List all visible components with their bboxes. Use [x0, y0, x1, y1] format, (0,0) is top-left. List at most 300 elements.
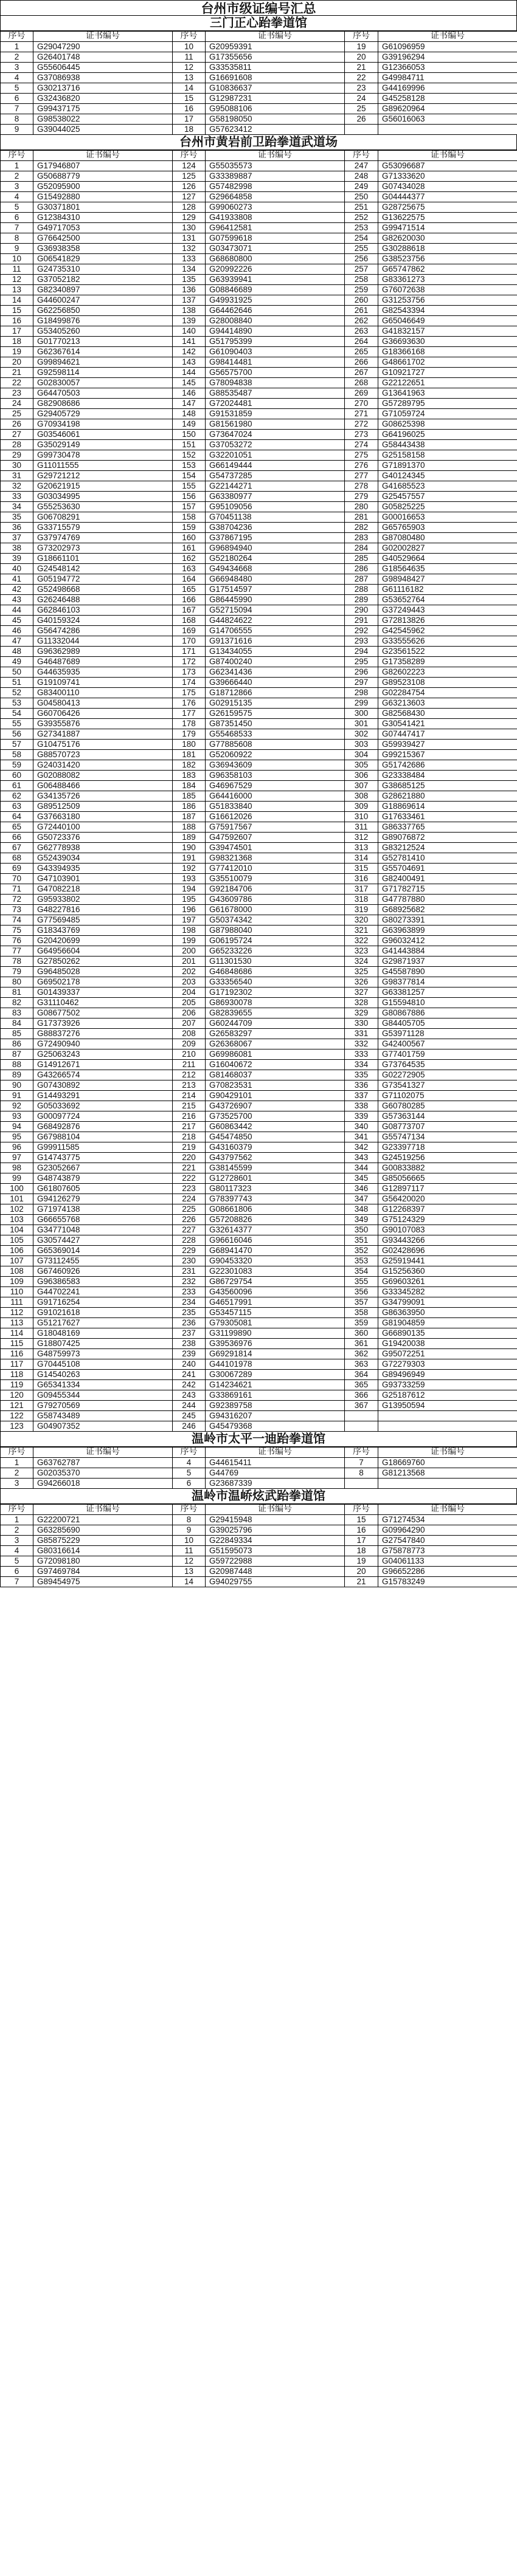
certificate-number: G37053272 — [206, 440, 345, 450]
row-number: 249 — [345, 182, 378, 192]
row-number: 152 — [173, 450, 206, 461]
certificate-number: G93443266 — [378, 1235, 517, 1246]
row-number: 132 — [173, 244, 206, 254]
row-number: 260 — [345, 295, 378, 306]
row-number: 251 — [345, 202, 378, 213]
certificate-number: G52781410 — [378, 853, 517, 864]
row-number: 12 — [1, 275, 33, 285]
row-number: 301 — [345, 719, 378, 729]
row-number: 146 — [173, 388, 206, 399]
certificate-number: G16612026 — [206, 812, 345, 822]
table-row — [1, 368, 517, 378]
row-number: 5 — [173, 1468, 206, 1479]
row-number: 76 — [1, 936, 33, 946]
row-number: 12 — [173, 1556, 206, 1567]
row-number: 237 — [173, 1328, 206, 1339]
row-number: 202 — [173, 967, 206, 977]
certificate-number: G95109056 — [206, 502, 345, 512]
certificate-number: G70823531 — [206, 1080, 345, 1091]
certificate-number: G62846103 — [33, 605, 173, 616]
row-number: 2 — [1, 1525, 33, 1536]
table-row — [1, 1204, 517, 1215]
certificate-number: G15492880 — [33, 192, 173, 202]
table-row — [1, 73, 517, 83]
row-number: 234 — [173, 1297, 206, 1308]
row-number: 147 — [173, 399, 206, 409]
certificate-number: G71102075 — [378, 1091, 517, 1101]
row-number: 101 — [1, 1194, 33, 1204]
row-number: 222 — [173, 1173, 206, 1184]
row-number: 151 — [173, 440, 206, 450]
certificate-number: G14743775 — [33, 1153, 173, 1163]
certificate-number: G12366053 — [378, 63, 517, 73]
certificate-number: G26159575 — [206, 709, 345, 719]
table-row — [1, 1370, 517, 1380]
certificate-number: G71974138 — [33, 1204, 173, 1215]
certificate-number: G50374342 — [206, 915, 345, 926]
row-number: 223 — [173, 1184, 206, 1194]
certificate-number: G55606445 — [33, 63, 173, 73]
certificate-number: G99894621 — [33, 357, 173, 368]
row-number: 331 — [345, 1029, 378, 1039]
table-row — [1, 543, 517, 554]
row-number: 93 — [1, 1111, 33, 1122]
row-number: 150 — [173, 430, 206, 440]
row-number: 310 — [345, 812, 378, 822]
certificate-number: G34135726 — [33, 791, 173, 802]
table-row — [1, 285, 517, 295]
table-row — [1, 264, 517, 275]
row-number: 109 — [1, 1277, 33, 1287]
table-row — [1, 502, 517, 512]
row-number: 60 — [1, 771, 33, 781]
row-number: 78 — [1, 957, 33, 967]
row-number: 295 — [345, 657, 378, 667]
header-cert: 证书编号 — [33, 32, 173, 42]
row-number: 21 — [345, 63, 378, 73]
row-number: 119 — [1, 1380, 33, 1390]
table-row — [1, 1266, 517, 1277]
certificate-number: G89454975 — [33, 1577, 173, 1587]
certificate-number: G60863442 — [206, 1122, 345, 1132]
table-row — [1, 1111, 517, 1122]
certificate-number: G85875229 — [33, 1536, 173, 1546]
certificate-number: G01439337 — [33, 987, 173, 998]
table-row — [1, 1235, 517, 1246]
certificate-number: G58198050 — [206, 114, 345, 125]
certificate-number: G37974769 — [33, 533, 173, 543]
certificate-number: G39196294 — [378, 52, 517, 63]
certificate-number: G69603261 — [378, 1277, 517, 1287]
table-row — [1, 719, 517, 729]
certificate-number: G61096959 — [378, 42, 517, 52]
row-number: 88 — [1, 1060, 33, 1070]
row-number: 3 — [1, 182, 33, 192]
certificate-number: G66655768 — [33, 1215, 173, 1225]
certificate-number: G37086938 — [33, 73, 173, 83]
row-number: 8 — [1, 114, 33, 125]
certificate-number: G82620030 — [378, 233, 517, 244]
certificate-number: G23052667 — [33, 1163, 173, 1173]
certificate-number: G08677502 — [33, 1008, 173, 1018]
certificate-number: G05194772 — [33, 574, 173, 585]
table-row — [1, 936, 517, 946]
header-no: 序号 — [1, 151, 33, 161]
certificate-number: G32201051 — [206, 450, 345, 461]
row-number: 247 — [345, 161, 378, 171]
row-number: 77 — [1, 946, 33, 957]
row-number: 2 — [1, 1468, 33, 1479]
row-number: 44 — [1, 605, 33, 616]
certificate-number: G94029755 — [206, 1577, 345, 1587]
row-number: 110 — [1, 1287, 33, 1297]
certificate-number: G82340897 — [33, 285, 173, 295]
table-row — [1, 574, 517, 585]
certificate-number: G87400240 — [206, 657, 345, 667]
row-number: 51 — [1, 678, 33, 688]
certificate-number: G18499876 — [33, 316, 173, 326]
certificate-number: G20959391 — [206, 42, 345, 52]
certificate-number: G56474286 — [33, 626, 173, 636]
certificate-number: G30574427 — [33, 1235, 173, 1246]
certificate-number: G84405705 — [378, 1018, 517, 1029]
certificate-number: G96386583 — [33, 1277, 173, 1287]
row-number: 165 — [173, 585, 206, 595]
header-cert: 证书编号 — [206, 32, 345, 42]
certificate-number: G70445108 — [33, 1359, 173, 1370]
certificate-number: G14234621 — [206, 1380, 345, 1390]
row-number: 289 — [345, 595, 378, 605]
row-number: 355 — [345, 1277, 378, 1287]
row-number: 185 — [173, 791, 206, 802]
certificate-number: G33389887 — [206, 171, 345, 182]
row-number: 236 — [173, 1318, 206, 1328]
certificate-number: G91531859 — [206, 409, 345, 419]
row-number: 305 — [345, 760, 378, 771]
row-number: 278 — [345, 481, 378, 492]
certificate-number: G19109741 — [33, 678, 173, 688]
certificate-number: G72440100 — [33, 822, 173, 833]
row-number: 120 — [1, 1390, 33, 1401]
row-number: 231 — [173, 1266, 206, 1277]
row-number: 45 — [1, 616, 33, 626]
table-row — [1, 678, 517, 688]
row-number: 145 — [173, 378, 206, 388]
table-row — [1, 244, 517, 254]
certificate-number: G82543394 — [378, 306, 517, 316]
certificate-number: G27547840 — [378, 1536, 517, 1546]
row-number: 221 — [173, 1163, 206, 1173]
certificate-number: G73764535 — [378, 1060, 517, 1070]
table-row — [1, 295, 517, 306]
table-row — [1, 1029, 517, 1039]
row-number: 8 — [345, 1468, 378, 1479]
certificate-number: G82568430 — [378, 709, 517, 719]
certificate-number: G89512509 — [33, 802, 173, 812]
row-number: 342 — [345, 1142, 378, 1153]
certificate-number: G73647024 — [206, 430, 345, 440]
certificate-number: G55704691 — [378, 864, 517, 874]
table-row — [1, 512, 517, 523]
table-row — [1, 357, 517, 368]
row-number: 350 — [345, 1225, 378, 1235]
row-number: 58 — [1, 750, 33, 760]
certificate-number: G95088106 — [206, 104, 345, 114]
certificate-number: G73541327 — [378, 1080, 517, 1091]
certificate-number: G56016063 — [378, 114, 517, 125]
row-number: 121 — [1, 1401, 33, 1411]
certificate-number: G96412581 — [206, 223, 345, 233]
row-number: 62 — [1, 791, 33, 802]
certificate-number: G92184706 — [206, 884, 345, 895]
certificate-number: G47103901 — [33, 874, 173, 884]
row-number: 142 — [173, 347, 206, 357]
certificate-number: G42400567 — [378, 1039, 517, 1049]
certificate-number: G49434668 — [206, 564, 345, 574]
certificate-number: G96485028 — [33, 967, 173, 977]
table-row — [1, 595, 517, 605]
row-number: 35 — [1, 512, 33, 523]
certificate-number: G17355656 — [206, 52, 345, 63]
row-number: 180 — [173, 740, 206, 750]
row-number: 197 — [173, 915, 206, 926]
row-number: 57 — [1, 740, 33, 750]
certificate-number: G81561980 — [206, 419, 345, 430]
row-number: 105 — [1, 1235, 33, 1246]
table-row — [1, 440, 517, 450]
certificate-number: G47787880 — [378, 895, 517, 905]
row-number — [345, 1421, 378, 1432]
row-number: 29 — [1, 450, 33, 461]
row-number: 174 — [173, 678, 206, 688]
certificate-number: G83212524 — [378, 843, 517, 853]
certificate-number: G72098180 — [33, 1556, 173, 1567]
certificate-number: G53405260 — [33, 326, 173, 337]
table-row — [1, 202, 517, 213]
table-row — [1, 822, 517, 833]
certificate-number: G48759973 — [33, 1349, 173, 1359]
row-number: 19 — [1, 347, 33, 357]
row-number: 11 — [173, 52, 206, 63]
certificate-number: G44702241 — [33, 1287, 173, 1297]
certificate-number: G62778938 — [33, 843, 173, 853]
certificate-number: G13434055 — [206, 647, 345, 657]
table-row — [1, 605, 517, 616]
row-number: 262 — [345, 316, 378, 326]
row-number — [345, 125, 378, 135]
certificate-number: G80316614 — [33, 1546, 173, 1556]
certificate-number: G23687339 — [206, 1479, 345, 1489]
table-row — [1, 337, 517, 347]
certificate-number: G31253756 — [378, 295, 517, 306]
row-number: 17 — [173, 114, 206, 125]
certificate-number: G78397743 — [206, 1194, 345, 1204]
table-row — [1, 1018, 517, 1029]
header-cert: 证书编号 — [206, 1448, 345, 1458]
row-number: 52 — [1, 688, 33, 698]
certificate-number: G08773707 — [378, 1122, 517, 1132]
certificate-number: G98321368 — [206, 853, 345, 864]
row-number: 130 — [173, 223, 206, 233]
table-row — [1, 1184, 517, 1194]
certificate-number: G77401759 — [378, 1049, 517, 1060]
row-number: 325 — [345, 967, 378, 977]
row-number: 177 — [173, 709, 206, 719]
certificate-number: G41685523 — [378, 481, 517, 492]
certificate-number: G46967529 — [206, 781, 345, 791]
row-number: 68 — [1, 853, 33, 864]
certificate-number: G89076872 — [378, 833, 517, 843]
certificate-number: G60780285 — [378, 1101, 517, 1111]
table-row — [1, 564, 517, 574]
table-row — [1, 104, 517, 114]
certificate-number: G98948427 — [378, 574, 517, 585]
certificate-number: G78094838 — [206, 378, 345, 388]
row-number: 144 — [173, 368, 206, 378]
certificate-number: G30541421 — [378, 719, 517, 729]
certificate-number: G38685125 — [378, 781, 517, 791]
row-number: 106 — [1, 1246, 33, 1256]
row-number: 49 — [1, 657, 33, 667]
table-row — [1, 926, 517, 936]
row-number: 14 — [173, 83, 206, 94]
table-row — [1, 114, 517, 125]
certificate-number: G12268397 — [378, 1204, 517, 1215]
table-row — [1, 254, 517, 264]
row-number: 38 — [1, 543, 33, 554]
row-number: 271 — [345, 409, 378, 419]
certificate-number: G91716254 — [33, 1297, 173, 1308]
certificate-number: G59939427 — [378, 740, 517, 750]
row-number: 1 — [1, 1458, 33, 1468]
row-number: 3 — [1, 63, 33, 73]
row-number: 23 — [345, 83, 378, 94]
row-number: 187 — [173, 812, 206, 822]
table-row — [1, 461, 517, 471]
table-row — [1, 481, 517, 492]
table-row — [1, 471, 517, 481]
certificate-number: G96894940 — [206, 543, 345, 554]
certificate-number: G96358103 — [206, 771, 345, 781]
row-number: 9 — [1, 125, 33, 135]
certificate-number: G53457115 — [206, 1308, 345, 1318]
table-row — [1, 1567, 517, 1577]
certificate-number: G01770213 — [33, 337, 173, 347]
row-number: 195 — [173, 895, 206, 905]
row-number: 17 — [1, 326, 33, 337]
row-number: 168 — [173, 616, 206, 626]
certificate-number: G71333620 — [378, 171, 517, 182]
table-row — [1, 895, 517, 905]
certificate-number: G37052182 — [33, 275, 173, 285]
certificate-number: G75878773 — [378, 1546, 517, 1556]
header-no: 序号 — [345, 1448, 378, 1458]
table-row — [1, 1163, 517, 1173]
certificate-number: G66890135 — [378, 1328, 517, 1339]
row-number: 19 — [345, 1556, 378, 1567]
header-no: 序号 — [1, 1448, 33, 1458]
row-number: 335 — [345, 1070, 378, 1080]
row-number: 172 — [173, 657, 206, 667]
certificate-number: G54737285 — [206, 471, 345, 481]
certificate-number: G87080480 — [378, 533, 517, 543]
header-no: 序号 — [345, 1505, 378, 1515]
certificate-number: G96652286 — [378, 1567, 517, 1577]
certificate-number: G02002827 — [378, 543, 517, 554]
certificate-number: G90107083 — [378, 1225, 517, 1235]
row-number: 22 — [1, 378, 33, 388]
certificate-number: G69986081 — [206, 1049, 345, 1060]
table-row — [1, 125, 517, 135]
row-number: 167 — [173, 605, 206, 616]
certificate-number: G26246488 — [33, 595, 173, 605]
certificate-number: G44635935 — [33, 667, 173, 678]
certificate-number: G90453320 — [206, 1256, 345, 1266]
row-number: 293 — [345, 636, 378, 647]
certificate-number: G38704236 — [206, 523, 345, 533]
row-number: 159 — [173, 523, 206, 533]
row-number: 274 — [345, 440, 378, 450]
table-row — [1, 791, 517, 802]
row-number: 139 — [173, 316, 206, 326]
certificate-number: G15594810 — [378, 998, 517, 1008]
row-number: 111 — [1, 1297, 33, 1308]
row-number: 304 — [345, 750, 378, 760]
certificate-number: G89523108 — [378, 678, 517, 688]
certificate-number: G57363144 — [378, 1111, 517, 1122]
row-number: 7 — [1, 223, 33, 233]
row-number: 11 — [1, 264, 33, 275]
row-number: 179 — [173, 729, 206, 740]
table-row — [1, 781, 517, 791]
table-row — [1, 1318, 517, 1328]
row-number: 8 — [173, 1515, 206, 1525]
certificate-number: G88570723 — [33, 750, 173, 760]
row-number: 161 — [173, 543, 206, 554]
certificate-number: G13950594 — [378, 1401, 517, 1411]
table-row — [1, 1308, 517, 1318]
row-number: 291 — [345, 616, 378, 626]
table-row — [1, 1194, 517, 1204]
row-number: 50 — [1, 667, 33, 678]
row-number: 138 — [173, 306, 206, 316]
row-number: 272 — [345, 419, 378, 430]
certificate-number: G88837276 — [33, 1029, 173, 1039]
certificate-number: G91021618 — [33, 1308, 173, 1318]
certificate-number: G42545962 — [378, 626, 517, 636]
certificate-number — [378, 1421, 517, 1432]
row-number: 11 — [173, 1546, 206, 1556]
certificate-number: G17946807 — [33, 161, 173, 171]
row-number: 298 — [345, 688, 378, 698]
row-number: 307 — [345, 781, 378, 791]
certificate-number: G31199890 — [206, 1328, 345, 1339]
sections-container — [0, 16, 517, 1587]
certificate-number: G65747862 — [378, 264, 517, 275]
certificate-number: G24519256 — [378, 1153, 517, 1163]
row-number: 133 — [173, 254, 206, 264]
certificate-number: G34799091 — [378, 1297, 517, 1308]
certificate-number: G48227816 — [33, 905, 173, 915]
row-number: 266 — [345, 357, 378, 368]
row-number: 285 — [345, 554, 378, 564]
row-number: 66 — [1, 833, 33, 843]
certificate-number: G80867886 — [378, 1008, 517, 1018]
row-number: 170 — [173, 636, 206, 647]
certificate-number: G89496949 — [378, 1370, 517, 1380]
certificate-number: G44600247 — [33, 295, 173, 306]
row-number: 47 — [1, 636, 33, 647]
